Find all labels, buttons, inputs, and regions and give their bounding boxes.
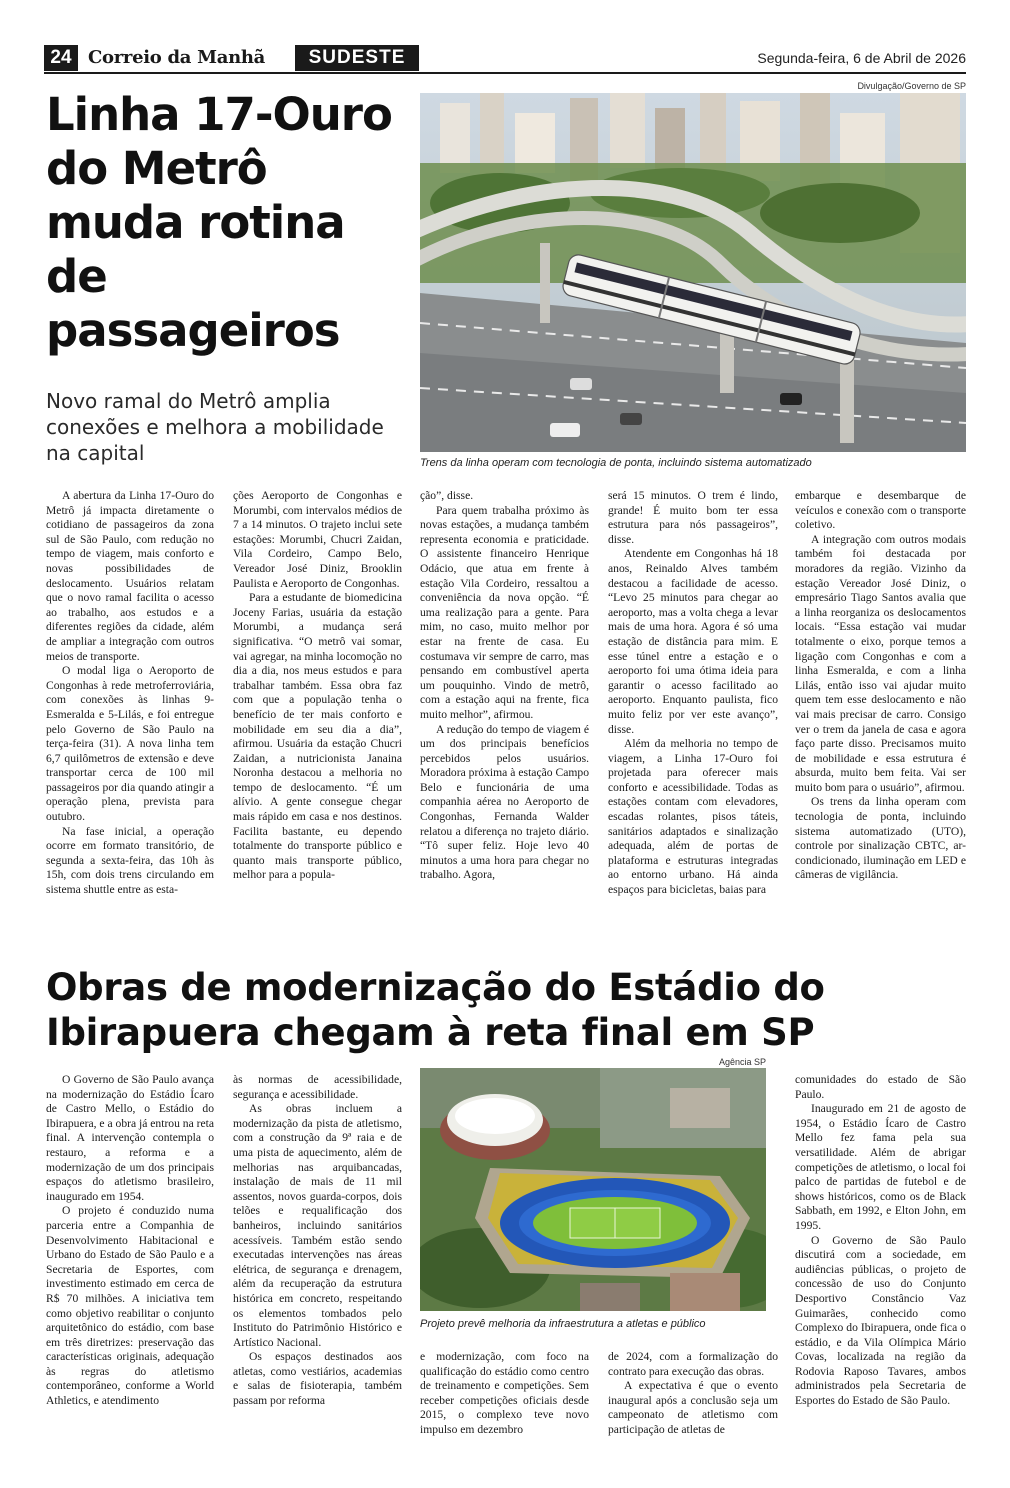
- article2-photo-credit: Agência SP: [718, 1057, 766, 1067]
- paragraph: Inaugurado em 21 de agosto de 1954, o Estádio Ícaro de Castro Mello fez fama pela sua versatilidade. Além de abrigar competições de atletismo, o local foi palco de partidas de futebol e de shows históricos, como os de Black Sabbath, em 1992, e Elton John, em 1995.: [795, 1102, 966, 1232]
- issue-date: Segunda-feira, 6 de Abril de 2026: [757, 50, 966, 66]
- article1-photo-caption: Trens da linha operam com tecnologia de ponta, incluindo sistema automatizado: [420, 457, 812, 469]
- paragraph: de 2024, com a formalização do contrato para execução das obras.: [608, 1350, 778, 1378]
- paragraph: Os trens da linha operam com tecnologia de ponta, incluindo sistema automatizado (UTO), controle por sinalização CBTC, ar-condicionado, iluminação em LED e câmeras de vigilância.: [795, 795, 966, 882]
- paragraph: ções Aeroporto de Congonhas e Morumbi, com intervalos médios de 7 a 14 minutos. O trajeto inclui sete estações: Morumbi, Chucri Zaidan, Vila Cordeiro, Campo Belo, Vereador José Diniz, Brooklin Paulista e Aeroporto de Congonhas.: [233, 489, 402, 590]
- article1-subheadline: Novo ramal do Metrô amplia conexões e melhora a mobilidade na capital: [46, 389, 384, 465]
- article2-headline: Obras de modernização do Estádio do Ibirapuera chegam à reta final em SP: [46, 966, 825, 1054]
- paragraph: Além da melhoria no tempo de viagem, a Linha 17-Ouro foi projetada para oferecer mais conforto e acessibilidade. Todas as estações contam com elevadores, escadas rolantes, pisos táteis, sanitários adaptados e sinalização adequada, além de portas de plataforma e estruturas integradas ao entorno urbano. Há ainda espaços para bicicletas, baias para: [608, 737, 778, 897]
- article1-photo-credit: Divulgação/Governo de SP: [857, 81, 966, 91]
- article1-column-3: [420, 489, 589, 883]
- paragraph: embarque e desembarque de veículos e conexão com o transporte coletivo.: [795, 489, 966, 532]
- paragraph: O modal liga o Aeroporto de Congonhas à rede metroferroviária, com conexões às linhas 9-Esmeralda e 5-Lilás, e foi entregue pelo Governo de São Paulo na terça-feira (31). A nova linha tem 6,7 quilômetros de extensão e deve transportar cerca de 100 mil passageiros por dia quando atingir a operação plena, prevista para outubro.: [46, 664, 214, 824]
- section-label: SUDESTE: [295, 45, 419, 71]
- paragraph: As obras incluem a modernização da pista de atletismo, com a construção da 9ª raia e de uma pista de aquecimento, além de melhorias nas arquibancadas, instalação de mais de 11 mil assentos, novos guarda-corpos, dois telões e requalificação dos banheiros, incluindo sanitários acessíveis. Também estão sendo executadas intervenções nas áreas elétrica, de segurança e drenagem, além da recuperação da estrutura histórica em concreto, respeitando os elementos tombados pelo Instituto do Patrimônio Histórico e Artístico Nacional.: [233, 1102, 402, 1349]
- paragraph: será 15 minutos. O trem é lindo, grande! É muito bom ter essa estrutura para nós passageiros”, disse.: [608, 489, 778, 546]
- paragraph: e modernização, com foco na qualificação do estádio como centro de treinamento e competições. Sem receber competições oficiais desde 2015, o complexo teve novo impulso em dezembro: [420, 1350, 589, 1436]
- page-header: [44, 45, 966, 71]
- paragraph: A integração com outros modais também foi destacada por moradores da região. Vizinho da estação Vereador José Diniz, o empresário Tiago Santos avalia que a linha reorganiza os deslocamentos locais. “Essa estação vai mudar totalmente o eixo, porque temos a ligação com Congonhas e com a linha Esmeralda, e com a linha Lilás, então isso vai ajudar muito quem tem esse deslocamento e não vai mais precisar de carro. Consigo ver o trem da janela de casa e agora faço parte disso. Precisamos muito de mobilidade e essa estrutura é absurda, muito bem feita. Vai ser muito bom para o usuário”, afirmou.: [795, 532, 966, 794]
- article1-headline: Linha 17-Ouro do Metrô muda rotina de passageiros: [46, 88, 392, 357]
- article1-column-4: [608, 489, 778, 898]
- paragraph: O Governo de São Paulo avança na modernização do Estádio Ícaro de Castro Mello, o Estádio do Ibirapuera, e a obra já entrou na reta final. A intervenção contempla o restauro, a reforma e a modernização de um dos principais espaços do atletismo brasileiro, inaugurado em 1954.: [46, 1073, 215, 1203]
- paragraph: A abertura da Linha 17-Ouro do Metrô já impacta diretamente o cotidiano de passageiros da zona sul de São Paulo, com redução no tempo de viagem, mais conforto e novas possibilidades de deslocamento. Usuários relatam que o novo ramal facilita o acesso ao trabalho, aos estudos e a diferentes regiões da cidade, além de ampliar a integração com outros meios de transporte.: [46, 489, 214, 663]
- monorail-photo: [420, 93, 966, 452]
- paragraph: O projeto é conduzido numa parceria entre a Companhia de Desenvolvimento Habitacional e Urbano do Estado de São Paulo e a Secretaria de Esportes, com investimento estimado em cerca de R$ 70 milhões. A iniciativa tem como objetivo reabilitar o conjunto arquitetônico do estádio, com base em três diretrizes: preservação das características originais, adequação às regras do atletismo contemporâneo, conforme a World Athletics, e atendimento: [46, 1204, 214, 1408]
- stadium-photo: [420, 1068, 766, 1311]
- article1-column-5: [795, 489, 966, 883]
- paragraph: A redução do tempo de viagem é um dos principais benefícios percebidos pelos usuários. Moradora próxima à estação Campo Belo e funcionária de uma companhia aérea no Aeroporto de Congonhas, Fernanda Walder relatou a diferença no trajeto diário. “Tô super feliz. Hoje levo 40 minutos a uma hora para chegar no trabalho. Agora,: [420, 722, 589, 882]
- paragraph: Para quem trabalha próximo às novas estações, a mudança também representa economia e praticidade. O assistente financeiro Henrique Odácio, que atua em frente à estação Vila Cordeiro, ressaltou a conveniência da nova opção. “É uma realização para a gente. Para mim, no caso, muito melhor por estar na frente de casa. Eu costumava vir sempre de carro, mas pensando em combustível aperta um pouquinho. Vindo de metrô, com a estação aqui na frente, fica muito melhor”, afirmou.: [420, 503, 589, 721]
- paragraph: às normas de acessibilidade, segurança e acessibilidade.: [233, 1073, 402, 1101]
- article2-column-5: [795, 1073, 966, 1409]
- article2-column-4: [608, 1350, 778, 1438]
- article2-column-1: [46, 1073, 214, 1409]
- paragraph: ção”, disse.: [420, 489, 474, 502]
- paragraph: Na fase inicial, a operação ocorre em formato transitório, de segunda a sexta-feira, das 10h às 15h, com dois trens circulando em sistema shuttle entre as esta-: [46, 824, 214, 897]
- article2-column-2: [233, 1073, 402, 1409]
- article1-column-2: [233, 489, 402, 883]
- paragraph: Atendente em Congonhas há 18 anos, Reinaldo Alves também destacou a facilidade de acesso. “Levo 25 minutos para chegar ao aeroporto, mas a volta chega a levar mais de uma hora. Agora é só uma estação de distância para mim. E esse túnel entre a estação e o aeroporto foi uma ótima ideia para garantir o acesso facilitado ao aeroporto. Enquanto paulista, fico muito feliz por ver este avanço”, disse.: [608, 547, 778, 736]
- article2-photo-caption: Projeto prevê melhoria da infraestrutura a atletas e público: [420, 1318, 706, 1330]
- paragraph: Os espaços destinados aos atletas, como vestiários, academias e salas de fisioterapia, também passam por reforma: [233, 1350, 402, 1408]
- paragraph: A expectativa é que o evento inaugural após a conclusão seja um campeonato de atletismo com participação de atletas de: [608, 1379, 778, 1436]
- paragraph: O Governo de São Paulo discutirá com a sociedade, em audiências públicas, o projeto de concessão de uso do Conjunto Desportivo Constâncio Vaz Guimarães, conhecido como Complexo do Ibirapuera, onde fica o estádio, e da Vila Olímpica Mário Covas, localizada na região da Rodovia Raposo Tavares, ambos administrados pela Secretaria de Esportes do Estado de São Paulo.: [795, 1233, 966, 1408]
- article2-column-3: [420, 1350, 589, 1438]
- paragraph: comunidades do estado de São Paulo.: [795, 1073, 966, 1101]
- article1-column-1: [46, 489, 214, 898]
- page-number: 24: [44, 45, 78, 71]
- newspaper-name: Correio da Manhã: [88, 47, 266, 68]
- header-rule: [44, 72, 966, 74]
- paragraph: Para a estudante de biomedicina Joceny Farias, usuária da estação Morumbi, a mudança será significativa. “O metrô vai somar, vai agregar, na minha locomoção no dia a dia, nos meus estudos e para trabalhar também. Essa obra faz com que a população tenha o benefício de ter mais conforto e mobilidade em seu dia a dia”, afirmou. Usuária da estação Chucri Zaidan, a nutricionista Janaina Noronha destacou a melhoria no tempo de deslocamento. “É um alívio. A gente consegue chegar mais rápido em casa e nos destinos. Facilita bastante, eu dependo totalmente do transporte público e quanto mais transporte público, melhor para a popula-: [233, 591, 402, 882]
